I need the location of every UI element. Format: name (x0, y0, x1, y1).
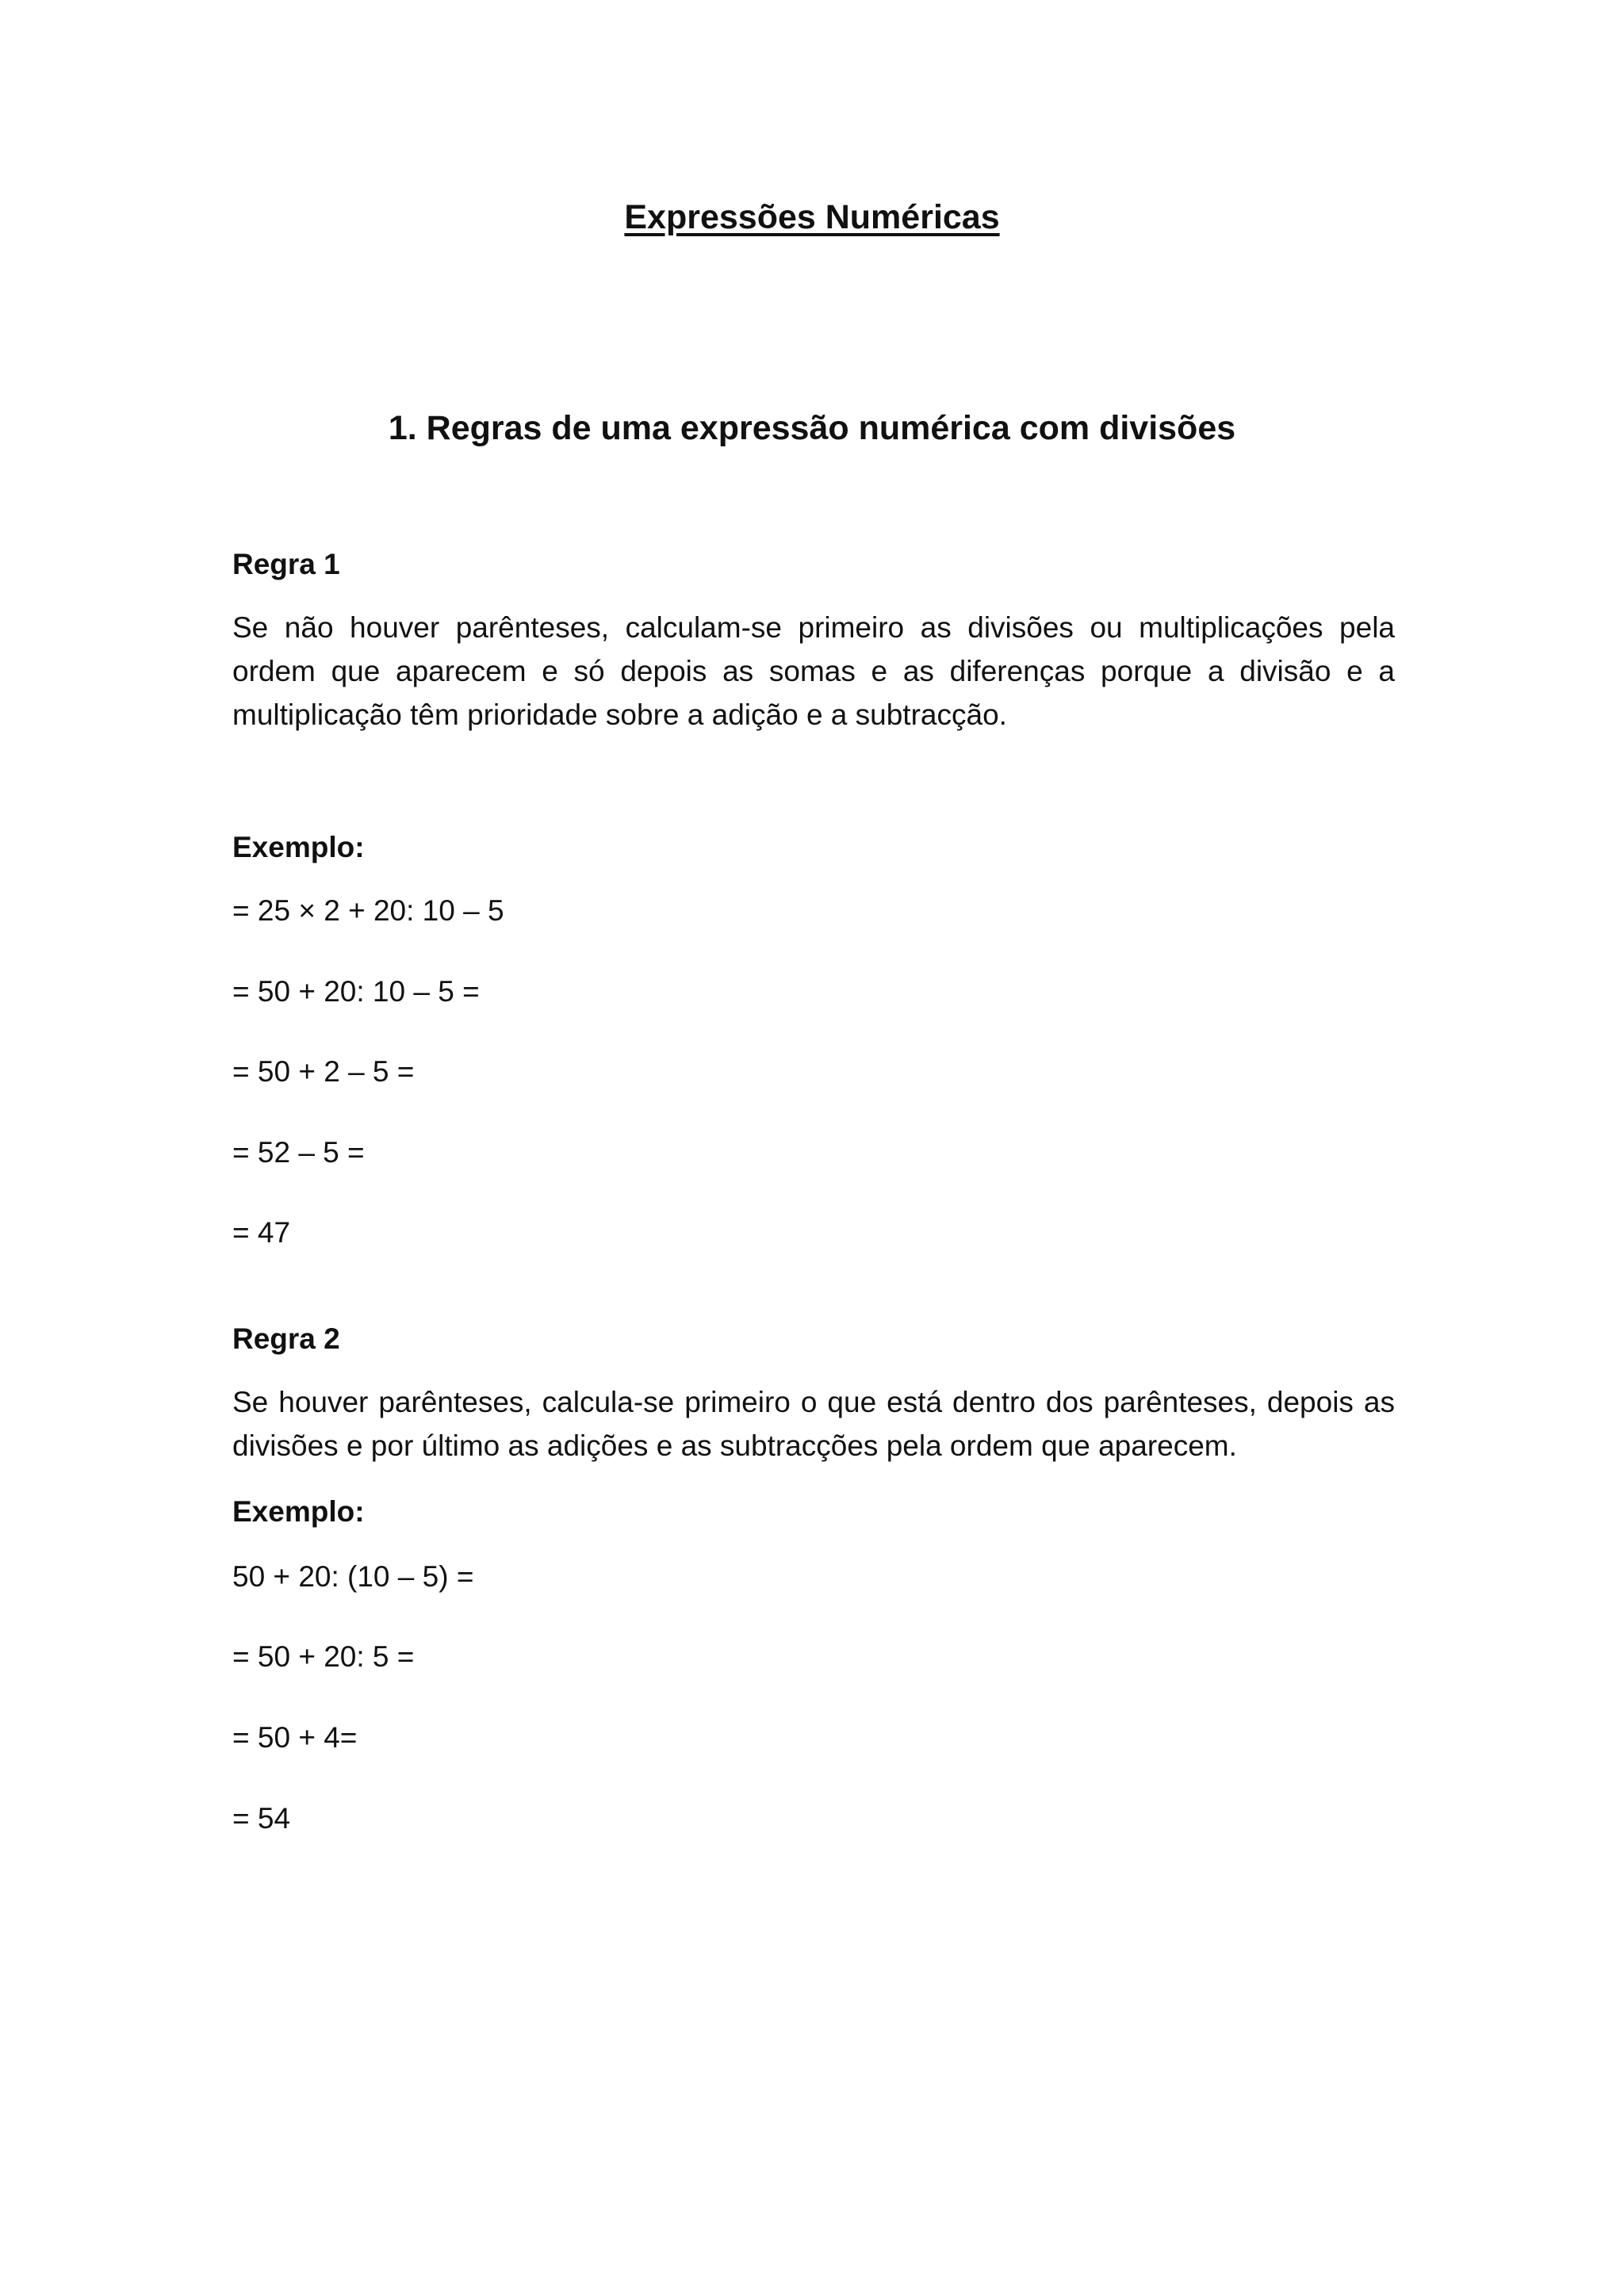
rule-1-step: = 47 (232, 1216, 291, 1249)
rule-2-step: = 54 (232, 1802, 291, 1835)
rule-1-step: = 25 × 2 + 20: 10 – 5 (232, 894, 504, 927)
rule-2-text: Se houver parênteses, calcula-se primeiro o que está dentro dos parênteses, depois as divisões e por último as adições e as subtracções pela ordem que aparecem. (232, 1386, 1395, 1462)
rule-1-step: = 52 – 5 = (232, 1136, 365, 1169)
rule-2-label: Regra 2 (232, 1322, 340, 1355)
rule-1-step: = 50 + 20: 10 – 5 = (232, 975, 480, 1008)
rule-1-example-label: Exemplo: (232, 831, 365, 863)
rule-1-text: Se não houver parênteses, calculam-se primeiro as divisões ou multiplicações pela ordem que aparecem e só depois as somas e as diferenças porque a divisão e a multiplicação têm prioridade sobre a adição e a subtracção. (232, 611, 1395, 731)
section-heading: 1. Regras de uma expressão numérica com divisões (388, 409, 1236, 447)
document-title: Expressões Numéricas (624, 198, 1000, 236)
rule-2-step: = 50 + 4= (232, 1721, 358, 1754)
rule-2-example-label: Exemplo: (232, 1495, 365, 1528)
rule-2-step: 50 + 20: (10 – 5) = (232, 1560, 474, 1593)
rule-1-step: = 50 + 2 – 5 = (232, 1055, 415, 1088)
rule-2-step: = 50 + 20: 5 = (232, 1640, 415, 1673)
rule-1-label: Regra 1 (232, 548, 340, 580)
